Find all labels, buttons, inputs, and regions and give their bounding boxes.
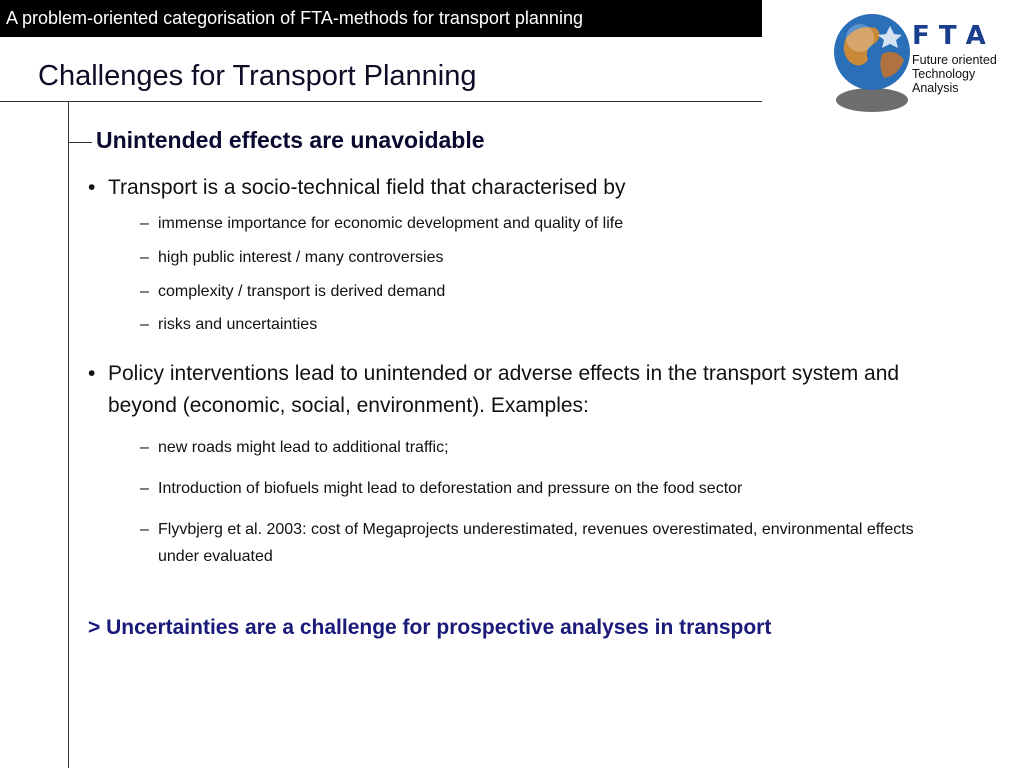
subtitle: Unintended effects are unavoidable — [96, 127, 485, 153]
bullet-item — [88, 358, 948, 422]
sub-bullet-text: new roads might lead to additional traffic; — [158, 439, 449, 456]
logo-line-1: Future oriented — [912, 53, 997, 67]
dash-marker: – — [140, 480, 149, 497]
bullet-text: Policy interventions lead to unintended or adverse effects in the transport system and beyond (economic, social, environment). Examples: — [108, 362, 900, 417]
dash-marker: – — [140, 521, 149, 538]
header-text: A problem-oriented categorisation of FTA-methods for transport planning — [6, 8, 583, 28]
vertical-divider — [68, 101, 69, 768]
sub-bullet-item — [140, 311, 780, 338]
globe-shadow — [836, 88, 908, 112]
bullet-text: Transport is a socio-technical field that characterised by — [108, 176, 626, 199]
fta-logo — [824, 8, 1020, 120]
conclusion-text: > Uncertainties are a challenge for prospective analyses in transport — [88, 616, 772, 639]
dash-marker: – — [140, 316, 149, 333]
sub-bullet-text: high public interest / many controversies — [158, 249, 444, 266]
globe-highlight — [846, 24, 874, 52]
logo-line-2: Technology — [912, 67, 976, 81]
bullet-item — [88, 172, 768, 204]
bullet-marker: • — [88, 362, 96, 385]
bullet-marker: • — [88, 176, 96, 199]
sub-bullet-item — [140, 244, 780, 271]
sub-bullet-text: immense importance for economic development and quality of life — [158, 215, 624, 232]
sub-bullet-item — [140, 278, 780, 305]
sub-bullet-text: Introduction of biofuels might lead to deforestation and pressure on the food sector — [158, 480, 743, 497]
dash-marker: – — [140, 215, 149, 232]
dash-marker: – — [140, 439, 149, 456]
sub-bullet-item — [140, 516, 920, 570]
logo-acronym: F T A — [912, 21, 986, 51]
sub-bullet-item — [140, 210, 780, 237]
logo-line-3: Analysis — [912, 81, 959, 95]
title-divider — [0, 101, 762, 102]
dash-marker: – — [140, 249, 149, 266]
dash-marker: – — [140, 283, 149, 300]
page-title: Challenges for Transport Planning — [38, 60, 477, 92]
sub-bullet-text: complexity / transport is derived demand — [158, 283, 446, 300]
sub-bullet-item — [140, 475, 920, 502]
sub-bullet-text: Flyvbjerg et al. 2003: cost of Megaprojects underestimated, revenues overestimated, environmental effects under evaluated — [158, 521, 914, 565]
header-bar — [0, 0, 762, 37]
subtitle-tick — [68, 142, 92, 143]
sub-bullet-item — [140, 434, 920, 461]
sub-bullet-text: risks and uncertainties — [158, 316, 318, 333]
